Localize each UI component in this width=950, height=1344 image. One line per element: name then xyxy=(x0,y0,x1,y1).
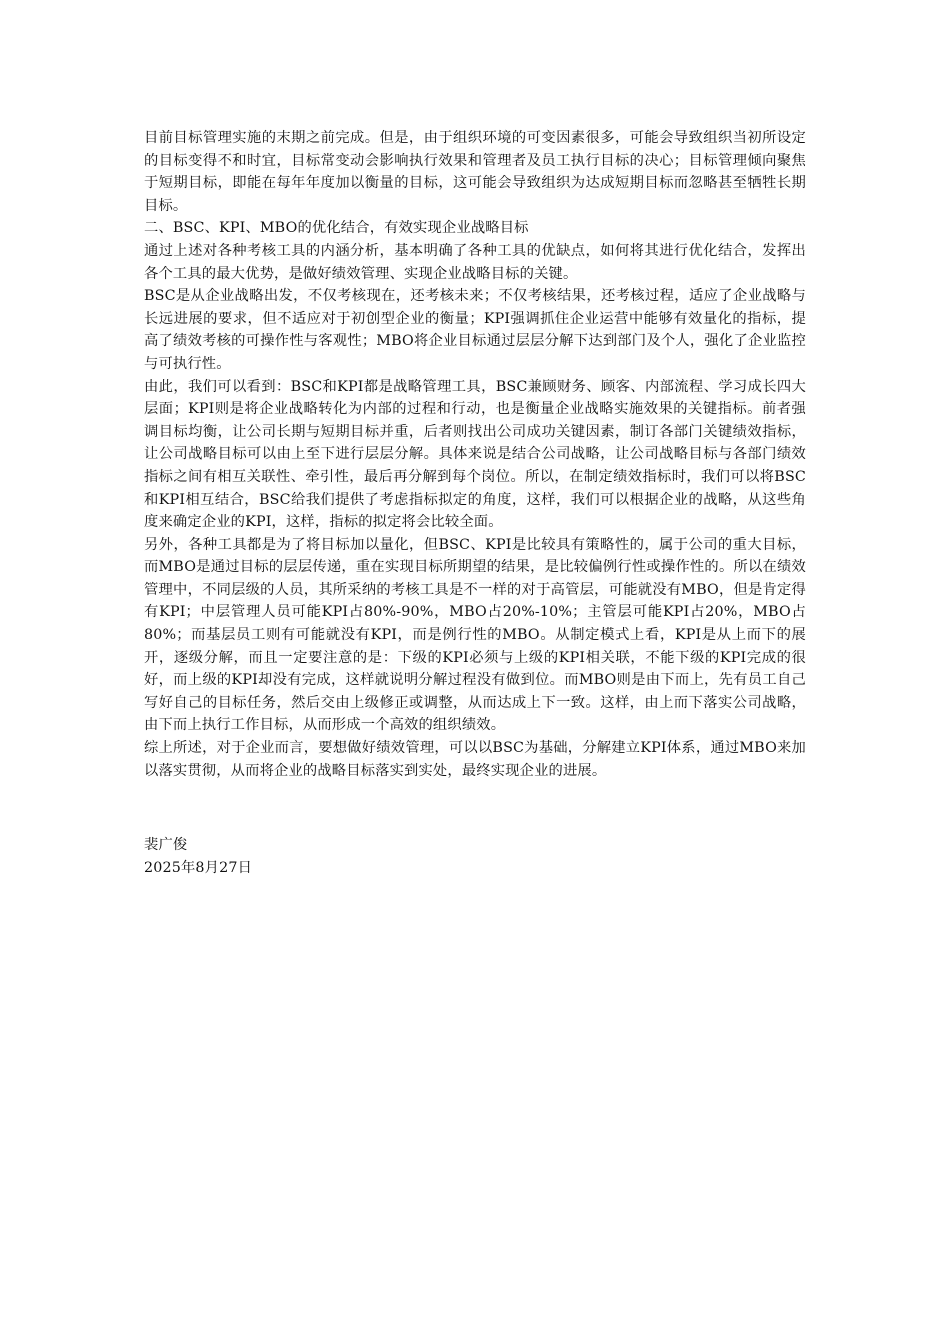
section-heading: 二、BSC、KPI、MBO的优化结合，有效实现企业战略目标 xyxy=(144,220,529,237)
paragraph-layers: 另外，各种工具都是为了将目标加以量化，但BSC、KPI是比较具有策略性的，属于公司的重大目标，而MBO是通过目标的层层传递，重在实现目标所期望的结果，是比较偏例行性或操作性的。所以在绩效管理中，不同层级的人员，其所采纳的考核工具是不一样的对于高管层，可能就没有MBO，但是肯定得有KPI；中层管理人员可能KPI占80%-90%，MBO占20%-10%；主管层可能KPI占20%，MBO占80%；而基层员工则有可能就没有KPI，而是例行性的MBO。从制定模式上看，KPI是从上而下的展开，逐级分解，而且一定要注意的是：下级的KPI必须与上级的KPI相关联，不能下级的KPI完成的很好，而上级的KPI却没有完成，这样就说明分解过程没有做到位。而MBO则是由下而上，先有员工自己写好自己的目标任务，然后交由上级修正或调整，从而达成上下一致。这样，由上而下落实公司战略，由下而上执行工作目标，从而形成一个高效的组织绩效。 xyxy=(144,536,806,734)
paragraph-intro: 通过上述对各种考核工具的内涵分析，基本明确了各种工具的优缺点，如何将其进行优化结合，发挥出各个工具的最大优势，是做好绩效管理、实现企业战略目标的关键。 xyxy=(144,242,806,282)
signature-block xyxy=(144,834,806,879)
document-date: 2025年8月27日 xyxy=(144,859,253,876)
paragraph-conclusion: 综上所述，对于企业而言，要想做好绩效管理，可以以BSC为基础，分解建立KPI体系，通过MBO来加以落实贯彻，从而将企业的战略目标落实到实处，最终实现企业的进展。 xyxy=(144,740,806,779)
author-name: 裴广俊 xyxy=(144,837,188,854)
paragraph-tool-comparison: BSC是从企业战略出发，不仅考核现在，还考核未来；不仅考核结果，还考核过程，适应了企业战略与长远进展的要求，但不适应对于初创型企业的衡量；KPI强调抓住企业运营中能够有效量化的指标，提高了绩效考核的可操作性与客观性；MBO将企业目标通过层层分解下达到部门及个人，强化了企业监控与可执行性。 xyxy=(144,288,806,372)
paragraph-mbo-limitations: 目前目标管理实施的末期之前完成。但是，由于组织环境的可变因素很多，可能会导致组织当初所设定的目标变得不和时宜，目标常变动会影响执行效果和管理者及员工执行目标的决心；目标管理倾向聚焦于短期目标，即能在每年年度加以衡量的目标，这可能会导致组织为达成短期目标而忽略甚至牺牲长期目标。 xyxy=(144,130,806,214)
document-body xyxy=(144,127,806,879)
paragraph-bsc-kpi: 由此，我们可以看到：BSC和KPI都是战略管理工具，BSC兼顾财务、顾客、内部流程、学习成长四大层面；KPI则是将企业战略转化为内部的过程和行动，也是衡量企业战略实施效果的关键指标。前者强调目标均衡，让公司长期与短期目标并重，后者则找出公司成功关键因素，制订各部门关键绩效指标，让公司战略目标可以由上至下进行层层分解。具体来说是结合公司战略，让公司战略目标与各部门绩效指标之间有相互关联性、牵引性，最后再分解到每个岗位。所以，在制定绩效指标时，我们可以将BSC和KPI相互结合，BSC给我们提供了考虑指标拟定的角度，这样，我们可以根据企业的战略，从这些角度来确定企业的KPI，这样，指标的拟定将会比较全面。 xyxy=(144,378,806,531)
